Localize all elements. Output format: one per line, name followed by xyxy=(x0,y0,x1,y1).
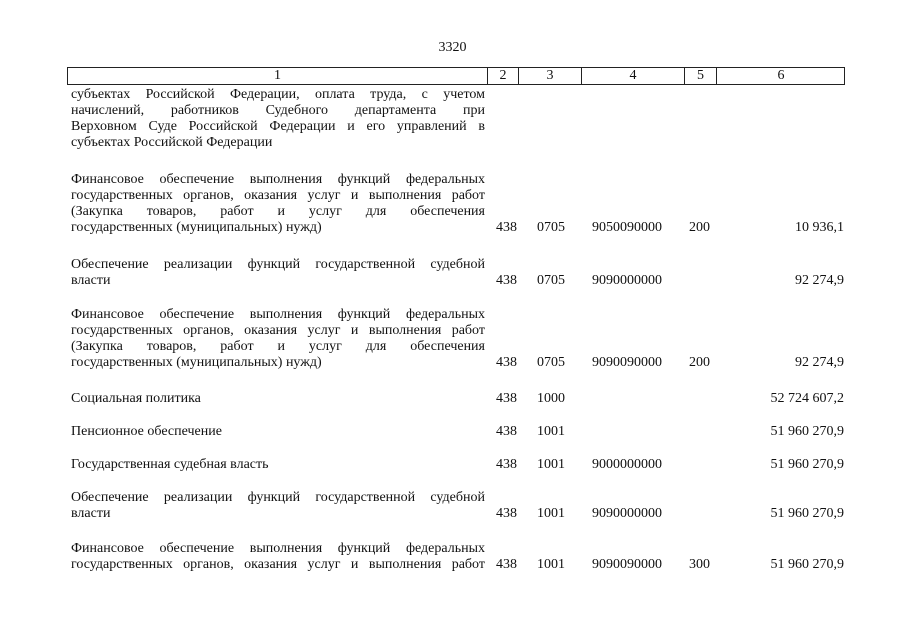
description-line: государственных органов, оказания услуг и выполнения работ xyxy=(71,323,485,338)
header-col-6: 6 xyxy=(777,68,785,83)
amount-value: 92 274,9 xyxy=(795,355,844,370)
description-line: власти xyxy=(71,506,111,521)
article-code: 9000000000 xyxy=(592,457,662,472)
row-description xyxy=(71,172,485,236)
description-line: государственных (муниципальных) нужд) xyxy=(71,355,322,370)
section-code: 0705 xyxy=(537,273,565,288)
row-description xyxy=(71,307,485,371)
table-row xyxy=(0,490,905,522)
header-col-1: 1 xyxy=(68,68,488,84)
description-line: субъектах Российской Федерации xyxy=(71,135,273,150)
description-line: власти xyxy=(71,273,111,288)
section-code: 0705 xyxy=(537,220,565,235)
description-line: государственных органов, оказания услуг и выполнения работ xyxy=(71,188,485,203)
description-line: государственных органов, оказания услуг и выполнения работ xyxy=(71,557,485,572)
section-code: 1001 xyxy=(537,457,565,472)
description-line: Финансовое обеспечение выполнения функций федеральных xyxy=(71,172,485,187)
row-description xyxy=(71,87,485,151)
section-code: 1001 xyxy=(537,424,565,439)
admin-code: 438 xyxy=(496,391,517,406)
article-code: 9090090000 xyxy=(592,557,662,572)
header-col-5: 5 xyxy=(685,68,717,84)
description-line: Обеспечение реализации функций государственной судебной xyxy=(71,257,485,272)
description-line: Обеспечение реализации функций государственной судебной xyxy=(71,490,485,505)
row-description xyxy=(71,391,485,407)
description-line: субъектах Российской Федерации, оплата труда, с учетом xyxy=(71,87,485,102)
description-line: начислений, работников Судебного департамента при xyxy=(71,103,485,118)
amount-value: 92 274,9 xyxy=(795,273,844,288)
description-line: Социальная политика xyxy=(71,391,201,406)
admin-code: 438 xyxy=(496,424,517,439)
row-description xyxy=(71,541,485,573)
table-row xyxy=(0,307,905,371)
table-row xyxy=(0,424,905,440)
article-code: 9090090000 xyxy=(592,355,662,370)
row-description xyxy=(71,257,485,289)
row-description xyxy=(71,457,485,473)
admin-code: 438 xyxy=(496,273,517,288)
row-description xyxy=(71,490,485,522)
description-line: Финансовое обеспечение выполнения функций федеральных xyxy=(71,307,485,322)
amount-value: 51 960 270,9 xyxy=(770,506,844,521)
table-row xyxy=(0,172,905,236)
amount-value: 51 960 270,9 xyxy=(770,457,844,472)
table-row xyxy=(0,457,905,473)
description-line: (Закупка товаров, работ и услуг для обеспечения xyxy=(71,204,485,219)
expense-type-code: 200 xyxy=(689,355,710,370)
row-description xyxy=(71,424,485,440)
article-code: 9090000000 xyxy=(592,273,662,288)
header-col-4: 4 xyxy=(582,68,685,84)
amount-value: 51 960 270,9 xyxy=(770,557,844,572)
article-code: 9090000000 xyxy=(592,506,662,521)
admin-code: 438 xyxy=(496,457,517,472)
amount-value: 10 936,1 xyxy=(795,220,844,235)
table-row xyxy=(0,87,905,151)
admin-code: 438 xyxy=(496,220,517,235)
description-line: Финансовое обеспечение выполнения функций федеральных xyxy=(71,541,485,556)
table-row xyxy=(0,257,905,289)
description-line: Пенсионное обеспечение xyxy=(71,424,222,439)
article-code: 9050090000 xyxy=(592,220,662,235)
amount-value: 52 724 607,2 xyxy=(770,391,844,406)
table-row xyxy=(0,391,905,407)
header-col-2: 2 xyxy=(488,68,519,84)
description-line: Верховном Суде Российской Федерации и его управлений в xyxy=(71,119,485,134)
admin-code: 438 xyxy=(496,506,517,521)
expense-type-code: 300 xyxy=(689,557,710,572)
table-header xyxy=(67,67,845,85)
expense-type-code: 200 xyxy=(689,220,710,235)
table-row xyxy=(0,541,905,573)
section-code: 1001 xyxy=(537,557,565,572)
description-line: Государственная судебная власть xyxy=(71,457,269,472)
description-line: государственных (муниципальных) нужд) xyxy=(71,220,322,235)
admin-code: 438 xyxy=(496,355,517,370)
description-line: (Закупка товаров, работ и услуг для обеспечения xyxy=(71,339,485,354)
amount-value: 51 960 270,9 xyxy=(770,424,844,439)
section-code: 1000 xyxy=(537,391,565,406)
section-code: 0705 xyxy=(537,355,565,370)
admin-code: 438 xyxy=(496,557,517,572)
header-col-3: 3 xyxy=(519,68,582,84)
page-number: 3320 xyxy=(438,40,467,55)
section-code: 1001 xyxy=(537,506,565,521)
